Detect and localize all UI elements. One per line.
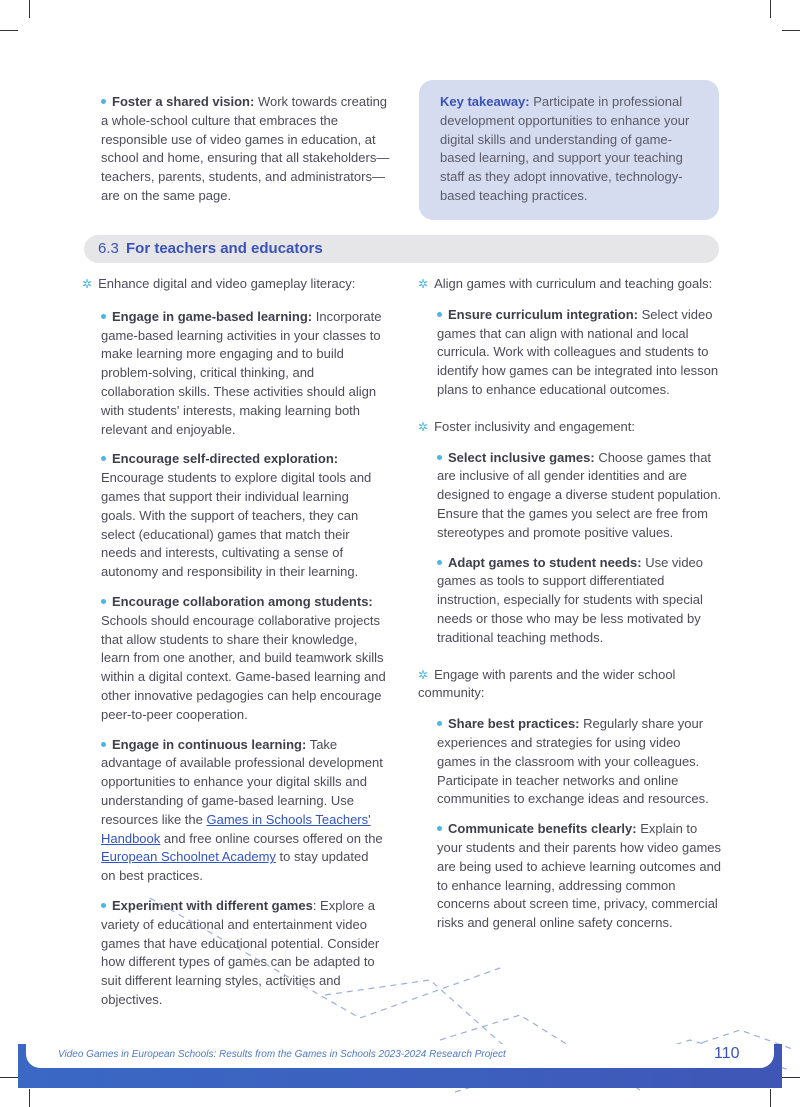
list-item	[437, 449, 722, 543]
star-bullet-icon: ✲	[418, 667, 429, 682]
item-text: to stay updated on best practices.	[101, 849, 369, 884]
item-title: Engage in continuous learning:	[112, 736, 307, 752]
group-heading: Enhance digital and video gameplay literacy:	[98, 276, 356, 291]
star-bullet-icon: ✲	[418, 277, 429, 291]
item-title: Ensure curriculum integration:	[448, 306, 638, 322]
list-item	[101, 450, 386, 582]
item-text: : Explore a variety of educational and entertainment video games that have educational potential. Consider how different types of games can be adapted to suit different learning styles, activities and objectives.	[101, 897, 380, 1007]
bullet-text: Work towards creating a whole-school culture that embraces the responsible use of video games in education, at school and home, ensuring that all stakeholders—teachers, parents, students, and administrators—are on the same page.	[101, 94, 390, 203]
takeaway-text: Participate in professional development opportunities to enhance your digital skills and understanding of game-based learning, and support your teaching staff as they adopt innovative, technology-based teaching practices.	[440, 94, 690, 203]
group-heading: Align games with curriculum and teaching goals:	[434, 276, 713, 291]
item-text: Regularly share your experiences and strategies for using video games in the classroom with your colleagues. Participate in teacher networks and online communities to exchange ideas and resources.	[437, 716, 709, 807]
bullet-dot-icon	[101, 314, 106, 319]
bullet-title: Foster a shared vision:	[112, 94, 255, 109]
item-text: Explain to your students and their parents how video games are being used to achieve learning outcomes and to enhance learning, addressing common concerns about screen time, privacy, commercial risks and general online safety concerns.	[437, 821, 722, 931]
group	[418, 418, 722, 648]
star-bullet-icon: ✲	[418, 419, 429, 434]
crop-mark	[29, 1089, 30, 1107]
section-title: For teachers and educators	[126, 240, 323, 257]
bullet-dot-icon	[101, 903, 106, 908]
item-title: Select inclusive games:	[448, 449, 595, 465]
academy-link[interactable]: European Schoolnet Academy	[101, 849, 276, 865]
item-title: Adapt games to student needs:	[448, 554, 642, 570]
takeaway-label: Key takeaway:	[440, 94, 530, 109]
bullet-dot-icon	[437, 560, 442, 565]
bullet-dot-icon	[101, 599, 106, 604]
item-text: Use video games as tools to support differentiated instruction, especially for students with special needs or those who may be less motivated by traditional teaching methods.	[437, 554, 704, 645]
group-heading: Engage with parents and the wider school community:	[418, 666, 676, 701]
shared-vision-paragraph	[101, 93, 391, 206]
item-text: Take advantage of available professional development opportunities to enhance your digital skills and understanding of game-based learning. Use resources like the	[101, 736, 383, 827]
right-column	[418, 275, 722, 951]
list-item	[437, 554, 722, 648]
crop-mark	[0, 30, 18, 31]
page-number: 110	[714, 1045, 740, 1062]
bullet-dot-icon	[101, 99, 106, 104]
item-text: Select video games that can align with national and local curricula. Work with colleagues and students to identify how games can be integrated into lesson plans to enhance educational outcomes.	[437, 306, 719, 397]
item-text: Schools should encourage collaborative projects that allow students to share their knowledge, learn from one another, and build teamwork skills within a digital context. Game-based learning and other innovative pedagogies can help encourage peer-to-peer cooperation.	[101, 612, 386, 722]
list-item	[437, 715, 722, 809]
bullet-dot-icon	[437, 826, 442, 831]
item-title: Share best practices:	[448, 716, 580, 732]
item-text: Choose games that are inclusive of all gender identities and are designed to engage a diverse student population. Ensure that the games you select are free from stereotypes and promote positive values.	[437, 449, 722, 540]
item-title: Encourage collaboration among students:	[112, 593, 373, 609]
list-item	[101, 308, 386, 440]
item-title: Engage in game-based learning:	[112, 308, 313, 324]
group	[418, 666, 722, 933]
item-text: Incorporate game-based learning activities in your classes to make learning more engaging and to build problem-solving, critical thinking, and collaboration skills. These activities should align with students' interests, making learning both relevant and enjoyable.	[101, 308, 382, 437]
list-item	[101, 736, 386, 886]
handbook-link[interactable]: Games in Schools Teachers' Handbook	[101, 811, 371, 846]
crop-mark	[29, 0, 30, 18]
section-heading	[84, 235, 719, 263]
crop-mark	[782, 1077, 800, 1078]
list-item	[437, 820, 722, 933]
item-title: Experiment with different games	[112, 897, 313, 913]
bullet-dot-icon	[101, 456, 106, 461]
crop-mark	[770, 0, 771, 18]
item-title: Encourage self-directed exploration:	[112, 451, 339, 467]
bullet-dot-icon	[437, 312, 442, 317]
footer-text: Video Games in European Schools: Results from the Games in Schools 2023-2024 Research Project	[58, 1049, 506, 1060]
list-item	[101, 897, 386, 1010]
left-column	[82, 275, 386, 1021]
item-title: Communicate benefits clearly:	[448, 821, 637, 837]
list-item	[101, 593, 386, 725]
list-item	[437, 306, 722, 400]
crop-mark	[782, 30, 800, 31]
key-takeaway-box	[419, 80, 719, 220]
group-heading: Foster inclusivity and engagement:	[434, 418, 635, 434]
section-number: 6.3	[98, 240, 119, 257]
item-text: Encourage students to explore digital tools and games that support their individual learning goals. With the support of teachers, they can select (educational) games that match their needs and interests, cultivating a sense of autonomy and responsibility in their learning.	[101, 470, 372, 580]
bullet-dot-icon	[437, 721, 442, 726]
crop-mark	[0, 1077, 18, 1078]
page-footer	[18, 1044, 782, 1088]
bullet-dot-icon	[101, 742, 106, 747]
item-text: and free online courses offered on the	[163, 830, 383, 846]
star-bullet-icon: ✲	[82, 277, 93, 291]
bullet-dot-icon	[437, 455, 442, 460]
group	[418, 275, 722, 400]
crop-mark	[770, 1089, 771, 1107]
